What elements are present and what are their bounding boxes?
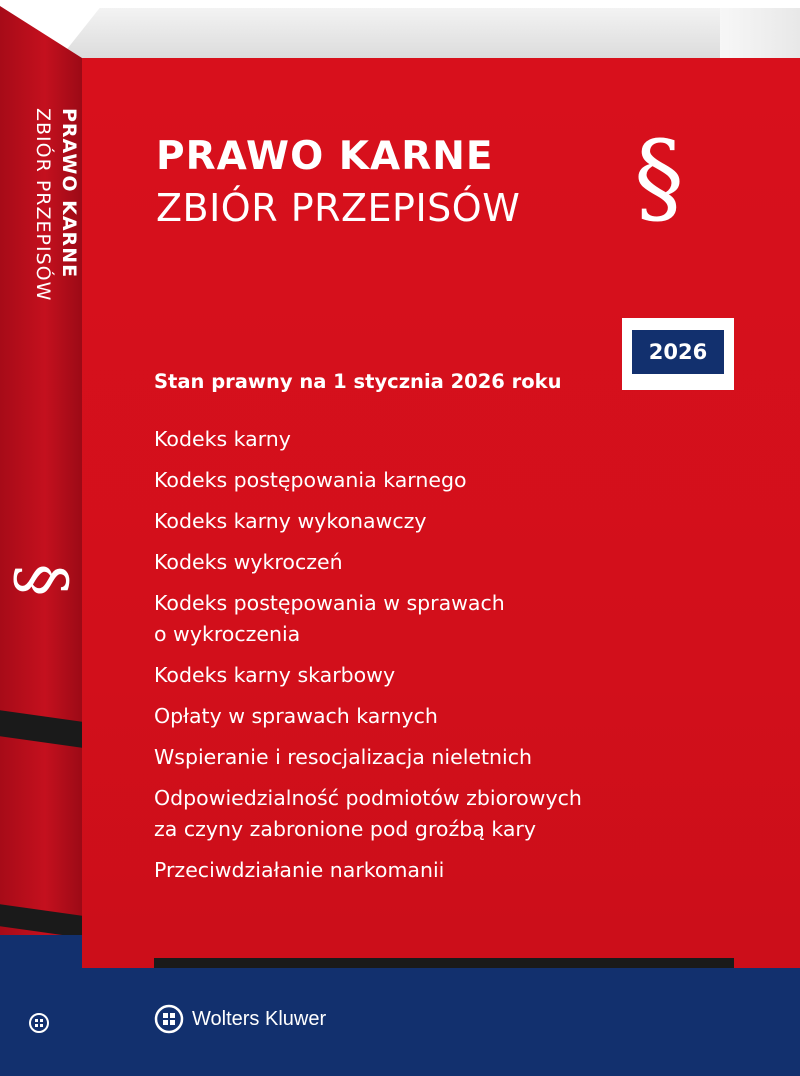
cover-subtitle: ZBIÓR PRZEPISÓW xyxy=(156,186,521,230)
front-cover xyxy=(82,58,800,1076)
contents-list xyxy=(154,424,582,896)
list-item: Kodeks postępowania karnego xyxy=(154,468,467,492)
spine-title-line1: PRAWO KARNE xyxy=(58,108,80,279)
spine-title xyxy=(30,108,82,301)
spine-publisher-band xyxy=(0,935,82,1076)
list-item: Opłaty w sprawach karnych xyxy=(154,704,438,728)
list-item: Kodeks wykroczeń xyxy=(154,550,343,574)
publisher-brand xyxy=(154,1004,326,1034)
spine-section-icon: § xyxy=(4,563,81,597)
list-item: Kodeks karny xyxy=(154,427,291,451)
publisher-band xyxy=(82,968,800,1076)
cover-title: PRAWO KARNE xyxy=(156,134,494,179)
list-item: Przeciwdziałanie narkomanii xyxy=(154,858,445,882)
section-sign-icon: § xyxy=(634,119,684,236)
publisher-logo-icon xyxy=(28,1012,50,1034)
list-item: Kodeks karny wykonawczy xyxy=(154,509,427,533)
list-item: Wspieranie i resocjalizacja nieletnich xyxy=(154,745,532,769)
list-item: Odpowiedzialność podmiotów zbiorowych za czyny zabronione pod groźbą kary xyxy=(154,786,582,841)
cover-divider-strip xyxy=(154,958,734,968)
legal-status-text: Stan prawny na 1 stycznia 2026 roku xyxy=(154,370,562,393)
year-label: 2026 xyxy=(632,330,724,374)
publisher-name: Wolters Kluwer xyxy=(192,1007,327,1030)
list-item: Kodeks karny skarbowy xyxy=(154,663,396,687)
book-page-edges xyxy=(60,8,720,58)
publisher-logo-icon xyxy=(154,1004,184,1034)
year-badge xyxy=(622,318,734,390)
list-item: Kodeks postępowania w sprawach o wykroczenia xyxy=(154,591,505,646)
spine-title-line2: ZBIÓR PRZEPISÓW xyxy=(32,108,54,302)
